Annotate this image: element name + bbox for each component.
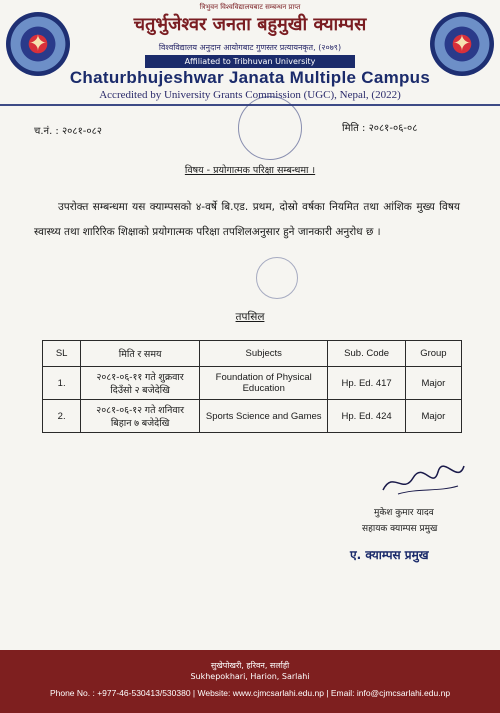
signatory-name: मुकेश कुमार यादव	[374, 508, 434, 518]
letter-subject: विषय - प्रयोगात्मक परिक्षा सम्बन्धमा ।	[184, 165, 316, 176]
cell-group: Major	[405, 400, 461, 433]
reference-number: च.नं. : २०८१-०८२	[34, 126, 102, 137]
star-icon: ✦	[452, 31, 472, 57]
letter-date: मिति : २०८१-०६-०८	[342, 123, 418, 134]
table-row	[43, 367, 462, 400]
schedule-heading: तपसिल	[235, 311, 265, 323]
exam-schedule-table	[42, 340, 462, 433]
footer-address-english: Sukhepokhari, Harion, Sarlahi	[190, 672, 310, 681]
affiliation-line: Affiliated to Tribhuvan University	[184, 57, 316, 66]
signatory-title: सहायक क्याम्पस प्रमुख	[362, 524, 438, 534]
datetime-time: बिहान ७ बजेदेखि	[110, 418, 170, 429]
campus-name-english: Chaturbhujeshwar Janata Multiple Campus	[69, 68, 431, 87]
handwritten-signature	[378, 460, 468, 500]
accreditation-line: Accredited by University Grants Commission (UGC), Nepal, (2022)	[99, 89, 401, 101]
ugc-line-nepali: विश्वविद्यालय अनुदान आयोगबाट गुणस्तर प्रत्यायनकृत, (२०७९)	[158, 43, 342, 52]
footer-contact: Phone No. : +977-46-530413/530380 | Website: www.cjmcsarlahi.edu.np | Email: info@cjmcsarlahi.edu.np	[49, 688, 451, 698]
cell-code: Hp. Ed. 424	[328, 400, 405, 433]
letter-body: उपरोक्त सम्बन्धमा यस क्याम्पसको ४-वर्षे बि.एड. प्रथम, दोस्रो वर्षका नियमित तथा आंशिक मुख्य विषय स्वास्थ्य तथा शारिरिक शिक्षाको प्रयोगात्मक परिक्षा तपशिलअनुसार हुने जानकारी अनुरोध छ ।	[34, 201, 460, 238]
datetime-date: २०८१-०६-११ गते शुक्रवार	[96, 372, 184, 383]
official-seal-icon	[256, 257, 298, 299]
affiliation-line-nepali: त्रिभुवन विश्वविद्यालयबाट सम्बन्धन प्राप्त	[199, 3, 301, 11]
cell-subject: Foundation of Physical Education	[200, 367, 328, 400]
star-icon: ✦	[28, 31, 48, 57]
cell-subject: Sports Science and Games	[200, 400, 328, 433]
col-header-sl: SL	[43, 341, 81, 367]
footer-address-nepali: सुखेपोखरी, हरिवन, सर्लाही	[210, 661, 290, 670]
cell-sl: 1.	[43, 367, 81, 400]
cell-group: Major	[405, 367, 461, 400]
col-header-code: Sub. Code	[328, 341, 405, 367]
designation-stamp: ए. क्याम्पस प्रमुख	[350, 548, 429, 562]
datetime-date: २०८१-०६-१२ गते शनिवार	[96, 405, 184, 416]
col-header-subjects: Subjects	[200, 341, 328, 367]
table-row	[43, 400, 462, 433]
cell-code: Hp. Ed. 417	[328, 367, 405, 400]
cell-datetime	[81, 400, 200, 433]
campus-name-nepali: चतुर्भुजेश्वर जनता बहुमुखी क्याम्पस	[133, 14, 367, 35]
cell-datetime	[81, 367, 200, 400]
official-seal-icon	[238, 96, 302, 160]
table-header-row	[43, 341, 462, 367]
cell-sl: 2.	[43, 400, 81, 433]
col-header-group: Group	[405, 341, 461, 367]
col-header-datetime: मिति र समय	[81, 341, 200, 367]
datetime-time: दिउँसो २ बजेदेखि	[110, 385, 170, 396]
